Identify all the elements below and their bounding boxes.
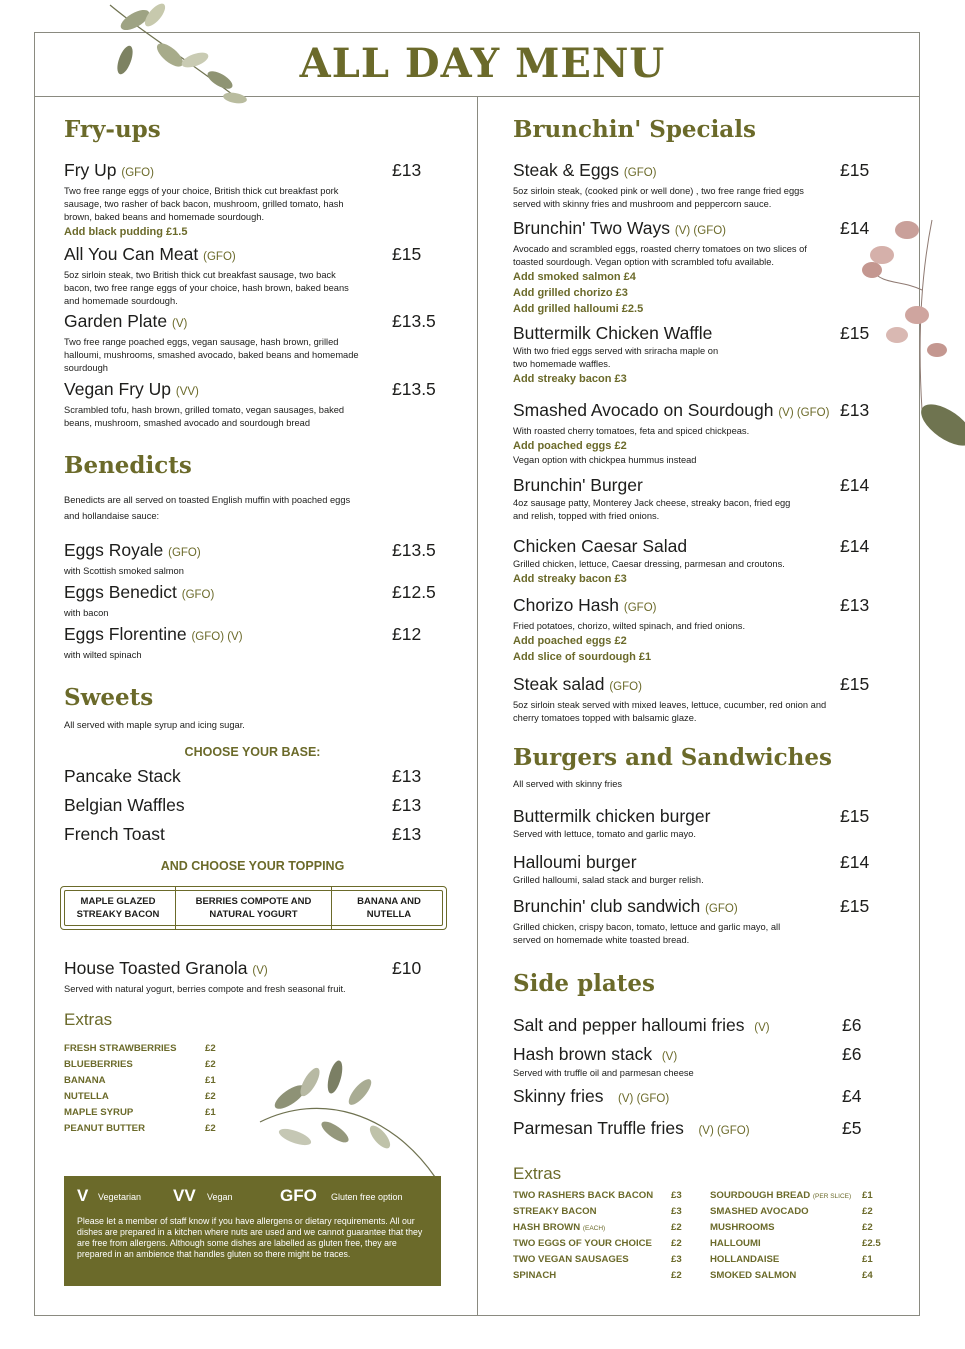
item-description: Grilled chicken, lettuce, Caesar dressing, parmesan and croutons. (513, 559, 785, 569)
extra-price: £2 (205, 1059, 216, 1070)
menu-item-fry-up (64, 160, 484, 240)
extra-price: £2 (205, 1043, 216, 1054)
item-name: Brunchin' Burger (513, 475, 643, 495)
extra-item (513, 1236, 693, 1252)
item-price: £15 (840, 323, 870, 343)
extra-note: (PER SLICE) (812, 1193, 852, 1200)
item-description: Avocado and scrambled eggs, roasted cherry tomatoes on two slices of toasted sourdough. Vegan option with scrambled tofu available. (513, 244, 807, 267)
item-name: Garden Plate (64, 311, 168, 331)
extra-price: £3 (671, 1254, 682, 1265)
menu-item-belgian-waffles (64, 795, 484, 815)
topping-option: MAPLE GLAZED STREAKY BACON (76, 896, 160, 920)
item-tag: (V) (GFO) (778, 407, 830, 419)
extra-item (710, 1220, 890, 1236)
item-price: £15 (840, 674, 870, 694)
item-description: 5oz sirloin steak served with mixed leaves, lettuce, cucumber, red onion and cherry tomatoes topped with balsamic glaze. (513, 700, 827, 723)
item-addon: Add streaky bacon £3 (513, 373, 627, 385)
item-name: Buttermilk chicken burger (513, 806, 711, 826)
legend-v-label: Vegetarian (98, 1192, 142, 1202)
extra-name: SMOKED SALMON (710, 1270, 797, 1281)
menu-item-halloumi-fries (513, 1015, 933, 1038)
extra-price: £1 (205, 1107, 216, 1118)
item-description: Two free range poached eggs, vegan sausage, hash brown, grilled halloumi, mushrooms, smashed avocado, baked beans and homemade sourdough (64, 337, 359, 373)
item-name: Smashed Avocado on Sourdough (513, 400, 774, 420)
item-price: £6 (842, 1044, 862, 1064)
sides-heading: Side plates (513, 970, 655, 997)
extra-price: £2 (862, 1206, 873, 1217)
item-name: Steak & Eggs (513, 160, 620, 180)
menu-item-buttermilk-chicken-waffle (513, 323, 933, 387)
extra-note: (EACH) (582, 1225, 606, 1232)
item-name: French Toast (64, 824, 165, 844)
extra-price: £2 (671, 1238, 682, 1249)
item-description: Scrambled tofu, hash brown, grilled tomato, vegan sausages, baked beans, mushroom, smashed avocado and sourdough bread (64, 405, 345, 428)
extra-name: TWO VEGAN SAUSAGES (513, 1254, 629, 1265)
extra-price: £1 (205, 1075, 216, 1086)
allergen-notice: Please let a member of staff know if you have allergens or dietary requirements. All our dishes are prepared in a kitchen where nuts are used and we cannot guarantee that they are free from allergens. Although some dishes are labelled as gluten free, they are prepared in an ambience that handles gluten so there might be traces. (77, 1216, 423, 1259)
item-description: Grilled chicken, crispy bacon, tomato, lettuce and garlic mayo, all served on homemade white toasted bread. (513, 922, 781, 945)
extra-price: £4 (862, 1270, 873, 1281)
item-tag: (GFO) (181, 589, 215, 601)
extras-list-right-1 (513, 1188, 693, 1284)
item-name: Belgian Waffles (64, 795, 185, 815)
sweets-heading: Sweets (64, 684, 154, 711)
extra-name: HALLOUMI (710, 1238, 761, 1249)
extra-name: NUTELLA (64, 1091, 109, 1102)
item-name: All You Can Meat (64, 244, 199, 264)
item-tag: (V) (252, 965, 268, 977)
item-tag: (GFO) (623, 167, 657, 179)
item-name: Fry Up (64, 160, 117, 180)
item-description: Grilled halloumi, salad stack and burger relish. (513, 875, 704, 885)
item-name: Skinny fries (513, 1086, 604, 1106)
extra-price: £2.5 (862, 1238, 881, 1249)
item-price: £15 (840, 806, 870, 826)
item-addon: Add slice of sourdough £1 (513, 651, 652, 663)
item-name: Salt and pepper halloumi fries (513, 1015, 745, 1035)
item-name: House Toasted Granola (64, 958, 248, 978)
extra-item (64, 1089, 224, 1105)
item-tag: (GFO) (203, 251, 236, 263)
extra-item (64, 1121, 224, 1137)
item-price: £15 (840, 896, 870, 916)
menu-item-house-toasted-granola (64, 958, 484, 996)
item-tag: (GFO) (V) (191, 631, 243, 643)
dietary-legend (64, 1176, 441, 1286)
item-price: £12 (392, 624, 422, 644)
item-tag: (GFO) (623, 602, 657, 614)
item-price: £13 (840, 595, 870, 615)
extra-item (710, 1188, 890, 1204)
extras-heading-left: Extras (64, 1010, 113, 1029)
item-description: with wilted spinach (64, 650, 142, 660)
item-description: 4oz sausage patty, Monterey Jack cheese, streaky bacon, fried egg and relish, topped with fried onions. (513, 498, 791, 521)
item-name: Eggs Florentine (64, 624, 187, 644)
extras-heading-right: Extras (513, 1164, 562, 1183)
legend-vv-label: Vegan (207, 1192, 233, 1202)
extra-item (64, 1073, 224, 1089)
item-addon: Add poached eggs £2 (513, 440, 627, 452)
item-name: Chorizo Hash (513, 595, 620, 615)
extra-item (710, 1268, 890, 1284)
menu-item-garden-plate (64, 311, 484, 375)
item-description: with bacon (64, 608, 109, 618)
item-price: £13 (840, 400, 870, 420)
item-vegan-note: Vegan option with chickpea hummus instead (513, 455, 697, 465)
menu-item-eggs-royale (64, 540, 484, 578)
extra-price: £2 (205, 1123, 216, 1134)
item-name: Brunchin' Two Ways (513, 218, 671, 238)
menu-item-eggs-florentine (64, 624, 484, 662)
menu-item-chorizo-hash (513, 595, 933, 665)
item-description: Served with lettuce, tomato and garlic mayo. (513, 829, 696, 839)
extra-name: TWO RASHERS BACK BACON (513, 1190, 654, 1201)
topping-option: BERRIES COMPOTE AND NATURAL YOGURT (175, 887, 331, 929)
menu-item-buttermilk-chicken-burger (513, 806, 933, 841)
extra-item (64, 1041, 224, 1057)
item-name: Chicken Caesar Salad (513, 536, 688, 556)
item-description: 5oz sirloin steak, two British thick cut breakfast sausage, two back bacon, two free range eggs of your choice, hash brown, baked beans and homemade sourdough. (64, 270, 349, 306)
item-price: £13 (392, 795, 422, 815)
menu-item-eggs-benedict (64, 582, 484, 620)
item-price: £13.5 (392, 379, 436, 399)
choose-base-heading: CHOOSE YOUR BASE: (184, 745, 321, 759)
item-tag: (V) (172, 318, 188, 330)
item-price: £10 (392, 958, 422, 978)
burgers-heading: Burgers and Sandwiches (513, 744, 832, 771)
item-name: Eggs Royale (64, 540, 164, 560)
item-description: Served with natural yogurt, berries compote and fresh seasonal fruit. (64, 984, 346, 994)
extra-item (64, 1057, 224, 1073)
burgers-intro: All served with skinny fries (513, 779, 623, 789)
extra-price: £2 (205, 1091, 216, 1102)
menu-item-pancake-stack (64, 766, 484, 786)
legend-v-code: V (77, 1186, 89, 1205)
item-price: £14 (840, 852, 870, 872)
item-name: Vegan Fry Up (64, 379, 171, 399)
menu-item-vegan-fry-up (64, 379, 484, 430)
leaf-illustration-bottom (250, 1052, 440, 1177)
extra-name: BLUEBERRIES (64, 1059, 133, 1070)
extra-price: £2 (671, 1222, 682, 1233)
item-price: £12.5 (392, 582, 436, 602)
item-description: With two fried eggs served with sriracha maple on two homemade waffles. (513, 346, 719, 369)
item-tag: (GFO) (121, 167, 154, 179)
item-addon: Add smoked salmon £4 (513, 271, 636, 283)
item-name: Hash brown stack (513, 1044, 653, 1064)
item-tag: (VV) (175, 386, 199, 398)
item-name: Brunchin' club sandwich (513, 896, 701, 916)
extra-price: £2 (862, 1222, 873, 1233)
menu-item-brunchin-burger (513, 475, 933, 523)
item-name: Buttermilk Chicken Waffle (513, 323, 713, 343)
extra-item (513, 1268, 693, 1284)
extras-list-left (64, 1041, 224, 1137)
item-tag: (GFO) (609, 681, 642, 693)
extra-name: STREAKY BACON (513, 1206, 597, 1217)
menu-item-chicken-caesar-salad (513, 536, 933, 587)
topping-option: BANANA AND NUTELLA (331, 887, 446, 929)
fryups-heading: Fry-ups (64, 116, 161, 143)
extra-item (513, 1188, 693, 1204)
extra-item (513, 1204, 693, 1220)
item-description: 5oz sirloin steak, (cooked pink or well done) , two free range fried eggs served with skinny fries and mushroom and peppercorn sauce. (513, 186, 804, 209)
item-addon: Add streaky bacon £3 (513, 573, 627, 585)
menu-item-french-toast (64, 824, 484, 844)
item-addon: Add grilled chorizo £3 (513, 287, 628, 299)
item-addon: Add poached eggs £2 (513, 635, 627, 647)
item-price: £14 (840, 536, 870, 556)
item-addon: Add black pudding £1.5 (64, 226, 188, 238)
menu-item-brunchin-two-ways (513, 218, 933, 317)
item-price: £15 (392, 244, 422, 264)
menu-item-truffle-fries (513, 1118, 933, 1141)
item-description: Fried potatoes, chorizo, wilted spinach, and fried onions. (513, 621, 746, 631)
extra-price: £3 (671, 1206, 682, 1217)
item-price: £14 (840, 218, 870, 238)
item-price: £13 (392, 824, 422, 844)
extra-price: £2 (671, 1270, 682, 1281)
extra-name: SMASHED AVOCADO (710, 1206, 809, 1217)
item-tag: (V) (661, 1051, 678, 1063)
item-name: Halloumi burger (513, 852, 637, 872)
item-price: £5 (842, 1118, 862, 1138)
extra-name: HASH BROWN (513, 1222, 581, 1233)
extra-name: FRESH STRAWBERRIES (64, 1043, 177, 1054)
extra-price: £3 (671, 1190, 682, 1201)
extras-list-right-2 (710, 1188, 890, 1284)
extra-item (710, 1236, 890, 1252)
item-tag: (GFO) (705, 903, 738, 915)
extra-name: MUSHROOMS (710, 1222, 775, 1233)
item-price: £4 (842, 1086, 862, 1106)
item-price: £13.5 (392, 311, 436, 331)
sweets-intro: All served with maple syrup and icing sugar. (64, 720, 245, 730)
extra-name: SOURDOUGH BREAD (710, 1190, 811, 1201)
item-price: £13 (392, 766, 422, 786)
item-price: £13.5 (392, 540, 436, 560)
legend-gfo-code: GFO (280, 1186, 317, 1205)
menu-item-steak-and-eggs (513, 160, 933, 211)
extra-name: SPINACH (513, 1270, 557, 1281)
item-price: £13 (392, 160, 422, 180)
choose-topping-heading: AND CHOOSE YOUR TOPPING (160, 859, 345, 873)
item-name: Steak salad (513, 674, 605, 694)
item-tag: (V) (GFO) (698, 1125, 750, 1137)
menu-item-steak-salad (513, 674, 933, 725)
menu-item-halloumi-burger (513, 852, 933, 887)
item-tag: (V) (GFO) (618, 1093, 670, 1105)
menu-item-skinny-fries (513, 1086, 933, 1109)
extra-name: HOLLANDAISE (710, 1254, 780, 1265)
item-description: With roasted cherry tomatoes, feta and spiced chickpeas. (513, 426, 750, 436)
menu-item-all-you-can-meat (64, 244, 484, 308)
extra-price: £1 (862, 1190, 873, 1201)
item-description: Two free range eggs of your choice, British thick cut breakfast pork sausage, two rasher of back bacon, mushroom, grilled tomato, hash brown, baked beans and homemade sourdough. (64, 186, 344, 222)
benedicts-heading: Benedicts (64, 452, 192, 479)
extra-item (513, 1220, 693, 1236)
menu-item-hash-brown-stack (513, 1044, 933, 1080)
legend-gfo-label: Gluten free option (331, 1192, 403, 1202)
extra-item (710, 1252, 890, 1268)
page-title: ALL DAY MENU (299, 40, 666, 87)
item-tag: (V) (GFO) (674, 225, 726, 237)
item-tag: (V) (754, 1022, 770, 1034)
item-price: £14 (840, 475, 870, 495)
item-name: Parmesan Truffle fries (513, 1118, 684, 1138)
item-tag: (GFO) (168, 547, 201, 559)
extra-name: PEANUT BUTTER (64, 1123, 146, 1134)
item-name: Pancake Stack (64, 766, 181, 786)
item-price: £15 (840, 160, 870, 180)
benedicts-intro: Benedicts are all served on toasted English muffin with poached eggs and hollandaise sauce: (64, 495, 351, 521)
extra-item (64, 1105, 224, 1121)
extra-name: BANANA (64, 1075, 106, 1086)
toppings-box (60, 886, 447, 930)
specials-heading: Brunchin' Specials (513, 116, 756, 143)
extra-name: TWO EGGS OF YOUR CHOICE (513, 1238, 652, 1249)
extra-name: MAPLE SYRUP (64, 1107, 134, 1118)
item-name: Eggs Benedict (64, 582, 177, 602)
legend-vv-code: VV (173, 1186, 196, 1205)
extra-price: £1 (862, 1254, 873, 1265)
menu-item-club-sandwich (513, 896, 933, 947)
item-addon: Add grilled halloumi £2.5 (513, 303, 644, 315)
extra-item (710, 1204, 890, 1220)
item-description: Served with truffle oil and parmesan cheese (513, 1068, 694, 1078)
menu-item-smashed-avocado (513, 400, 933, 467)
item-price: £6 (842, 1015, 862, 1035)
extra-item (513, 1252, 693, 1268)
item-description: with Scottish smoked salmon (64, 566, 184, 576)
